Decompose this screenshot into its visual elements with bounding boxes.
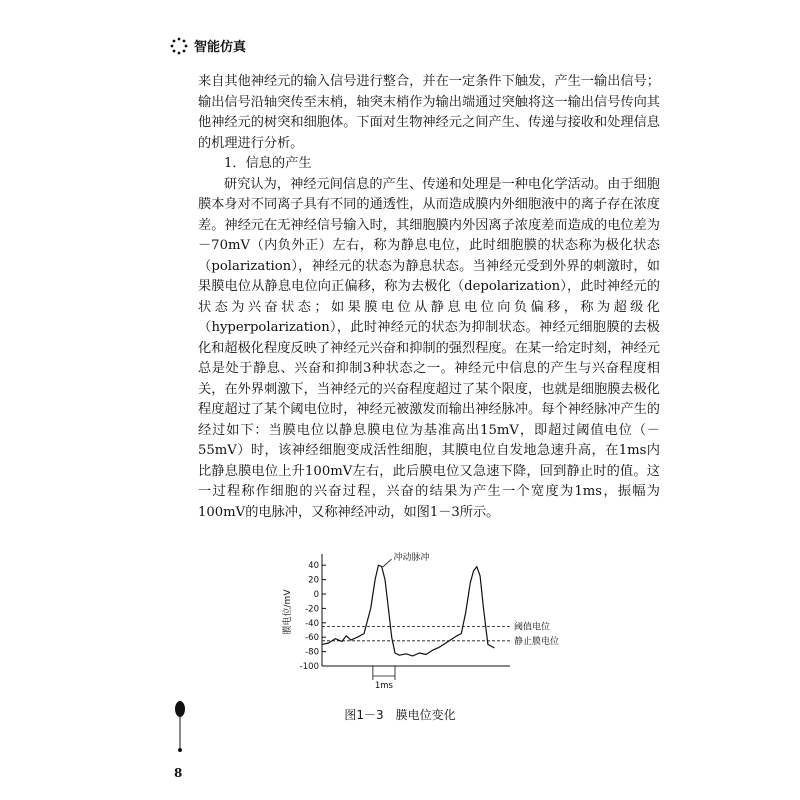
y-tick-label: -80 bbox=[305, 647, 319, 658]
y-tick-label: -20 bbox=[305, 604, 319, 615]
threshold-label: 阈值电位 bbox=[514, 622, 551, 633]
section-title: 1．信息的产生 bbox=[224, 156, 312, 171]
resting-label: 静止膜电位 bbox=[514, 636, 560, 647]
y-tick-label: 0 bbox=[313, 590, 319, 600]
y-tick-label: -100 bbox=[299, 662, 319, 672]
time-label: 1ms bbox=[374, 681, 393, 691]
impulse-label: 冲动脉冲 bbox=[393, 553, 430, 564]
running-header-title: 智能仿真 bbox=[194, 40, 247, 55]
figure-caption: 图1－3 膜电位变化 bbox=[344, 708, 456, 722]
paragraph-main: 研究认为，神经元间信息的产生、传递和处理是一种电化学活动。由于细胞膜本身对不同离子具有不同的通透性，从而造成膜内外细胞液中的离子存在浓度差。神经元在无神经信号输入时，其细胞膜内外因离子浓度差而造成的电位差为－70mV（内负外正）左右，称为静息电位，此时细胞膜的状态称为极化状态（polarization），神经元的状态为静息状态。当神经元受到外界的刺激时，如果膜电位从静息电位向正偏移，称为去极化（depolarization），此时神经元的状态为兴奋状态；如果膜电位从静息电位向负偏移，称为超级化（hyperpolarization），此时神经元的状态为抑制状态。神经元细胞膜的去极化和超极化程度反映了神经元兴奋和抑制的强烈程度。在某一给定时刻，神经元总是处于静息、兴奋和抑制3种状态之一。神经元中信息的产生与兴奋程度相关，在外界刺激下，当神经元的兴奋程度超过了某个限度，也就是细胞膜去极化程度超过了某个阈电位时，神经元被激发而输出神经脉冲。每个神经脉冲产生的经过如下：当膜电位以静息膜电位为基准高出15mV，即超过阈值电位（－55mV）时，该神经细胞变成活性细胞，其膜电位自发地急速升高，在1ms内比静息膜电位上升100mV左右，此后膜电位又急速下降，回到静止时的值。这一过程称作细胞的兴奋过程，兴奋的结果为产生一个宽度为1ms，振幅为100mV的电脉冲，又称神经冲动，如图1－3所示。 bbox=[198, 176, 660, 520]
membrane-potential-line bbox=[322, 565, 495, 656]
y-tick-label: 40 bbox=[308, 561, 319, 572]
impulse-pointer bbox=[383, 559, 392, 567]
page-number: 8 bbox=[174, 766, 183, 780]
membrane-potential-chart bbox=[280, 548, 580, 698]
y-tick-label: -40 bbox=[305, 618, 319, 629]
y-axis-label: 膜电位/mV bbox=[283, 589, 293, 635]
page-header bbox=[170, 36, 246, 55]
gear-dots-icon bbox=[170, 37, 188, 55]
y-tick-label: 20 bbox=[308, 575, 319, 586]
paragraph-continued: 来自其他神经元的输入信号进行整合，并在一定条件下触发，产生一输出信号；输出信号沿轴突传至末梢，轴突末梢作为输出端通过突触将这一输出信号传向其他神经元的树突和细胞体。下面对生物神经元之间产生、传递与接收和处理信息的机理进行分析。 bbox=[198, 74, 660, 151]
body-text bbox=[198, 72, 660, 523]
y-tick-label: -60 bbox=[305, 633, 319, 644]
margin-dot-marker bbox=[172, 700, 188, 756]
